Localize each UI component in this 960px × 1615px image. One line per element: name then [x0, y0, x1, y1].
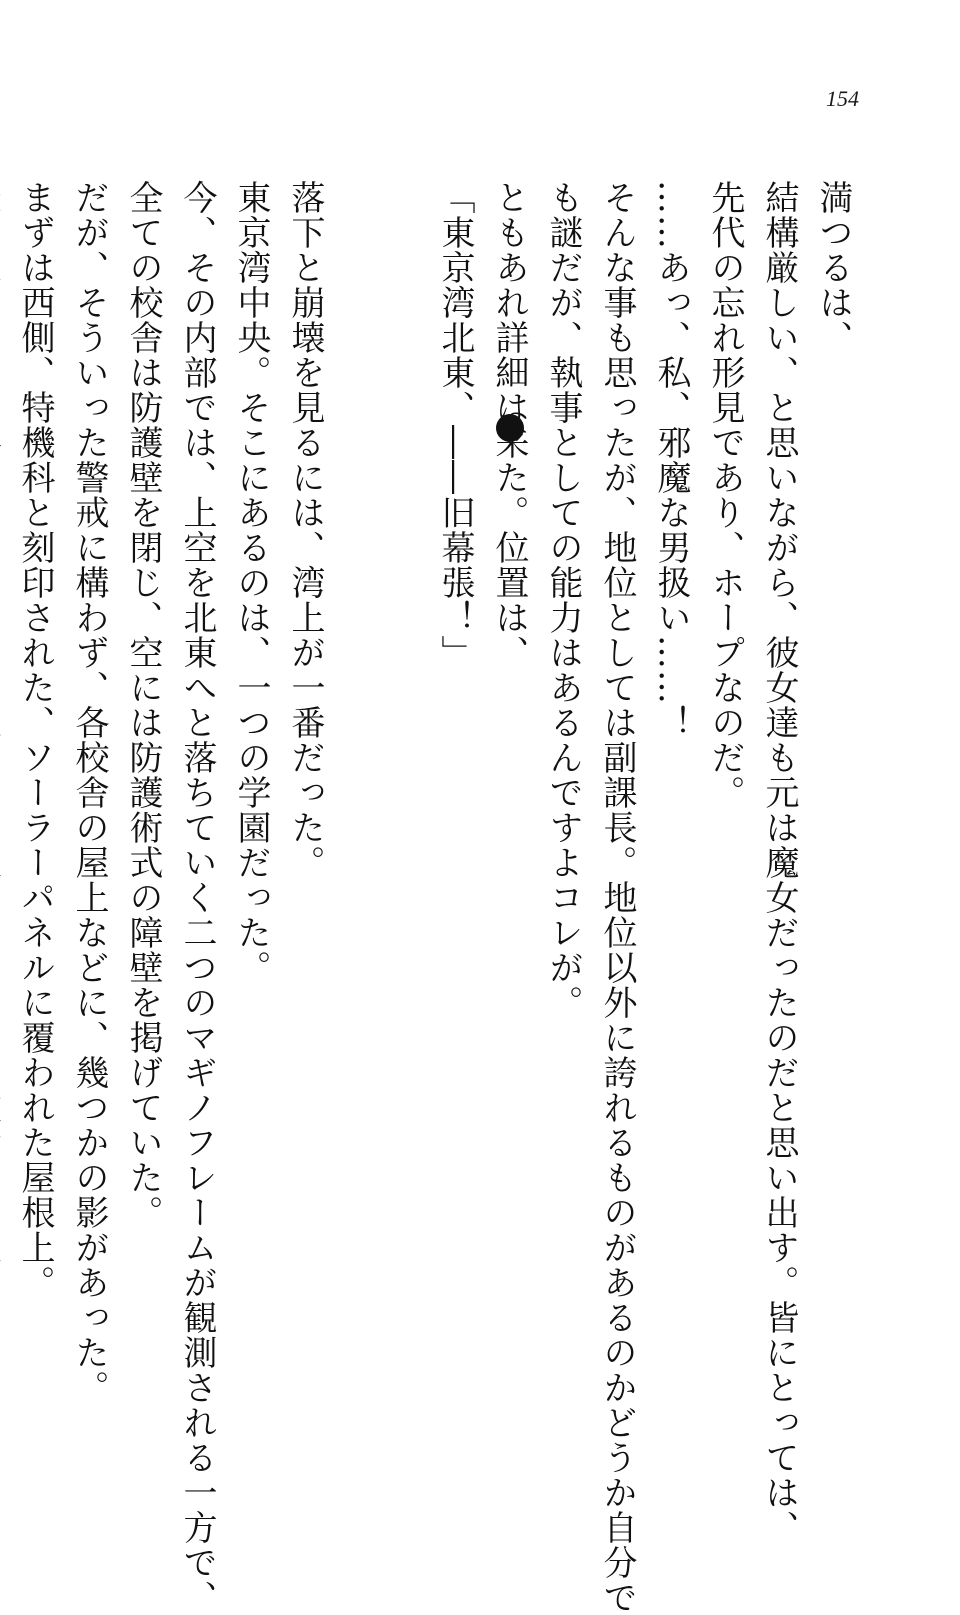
text-line: 落下と崩壊を見るには、湾上が一番だった。 — [285, 180, 325, 880]
section-gap — [332, 180, 428, 1340]
page-number: 154 — [826, 86, 859, 111]
text-line: 全ての校舎は防護壁を閉じ、空には防護術式の障壁を掲げていた。 — [123, 180, 163, 1230]
text-line: 今、その内部では、上空を北東へと落ちていく二つのマギノフレームが観測される一方で、 — [177, 180, 217, 1615]
text-line: 先代の忘れ形見であり、ホープなのだ。 — [705, 180, 745, 810]
text-line: 満つるは、 — [813, 180, 853, 355]
text-line — [0, 180, 8, 1340]
text-line: も謎だが、執事としての能力はあるんですよコレが。 — [543, 180, 583, 1020]
text-line: そんな事も思ったが、地位としては副課長。地位以外に誇れるものがあるのかどうか自分で — [597, 180, 637, 1615]
vertical-text-body — [0, 180, 860, 1615]
text-line: ともあれ詳細は来た。位置は、 — [489, 180, 529, 670]
text-line: 結構厳しい、と思いながら、彼女達も元は魔女だったのだと思い出す。皆にとっては、 — [759, 180, 799, 1545]
text-line: だが、そういった警戒に構わず、各校舎の屋上などに、幾つかの影があった。 — [69, 180, 109, 1405]
text-line: ……あっ、私、邪魔な男扱い……！ — [651, 180, 691, 740]
text-line: 「東京湾北東、――旧幕張！」 — [435, 180, 475, 670]
text-line: 東京湾中央。そこにあるのは、一つの学園だった。 — [231, 180, 271, 985]
text-line: まずは西側、特機科と刻印された、ソーラーパネルに覆われた屋根上。 — [15, 180, 55, 1300]
